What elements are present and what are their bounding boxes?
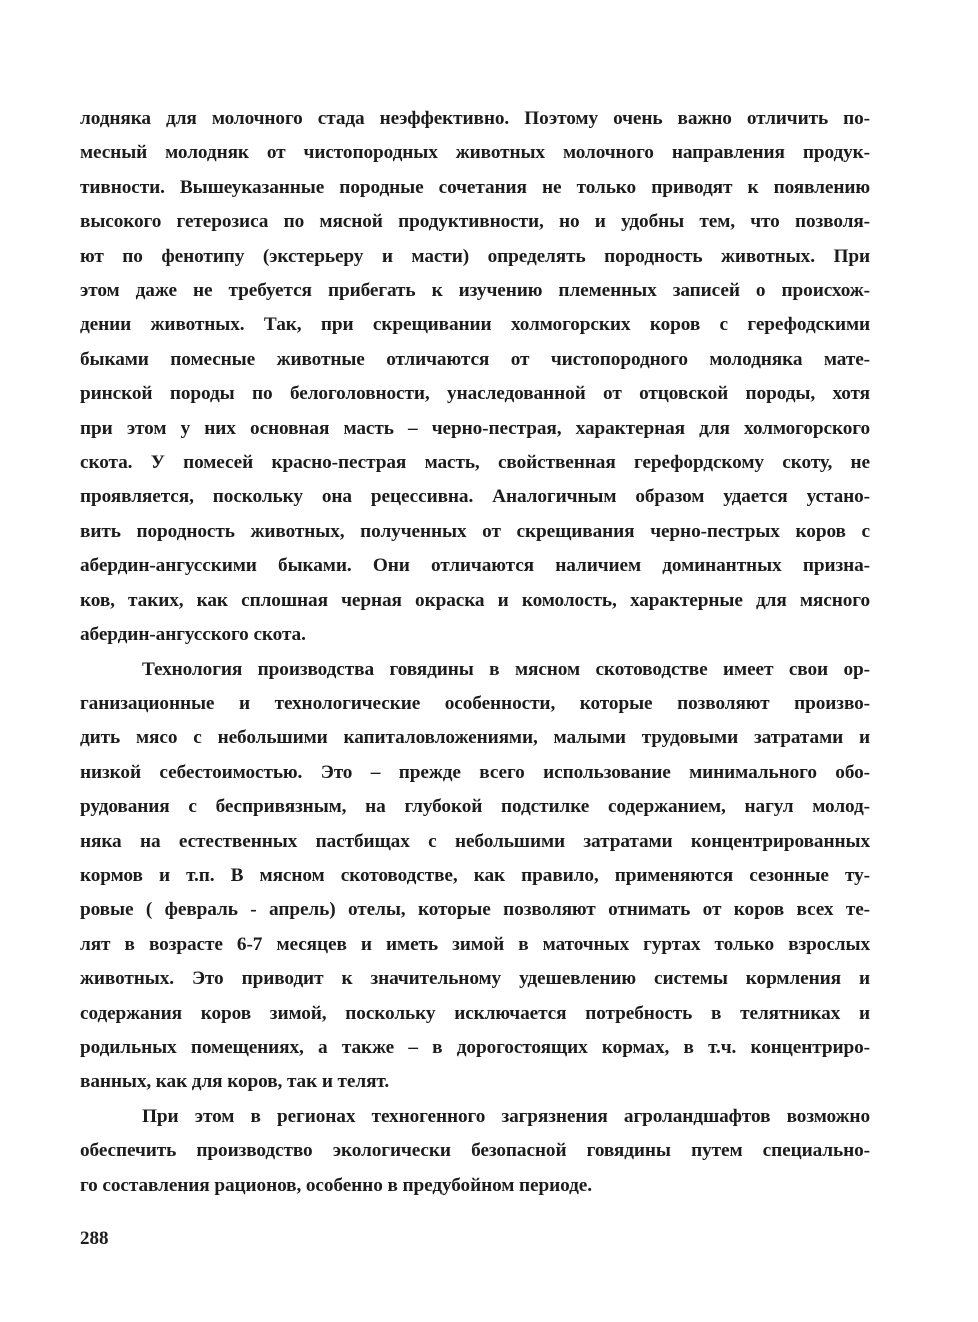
text-line: лодняка для молочного стада неэффективно. Поэтому очень важно отличить по- [80, 108, 870, 129]
text-line: обеспечить производство экологически безопасной говядины путем специально- [80, 1140, 870, 1162]
text-line: быками помесные животные отличаются от чистопородного молодняка мате- [80, 348, 870, 370]
text-line: дить мясо с небольшими капиталовложениями, малыми трудовыми затратами и [80, 727, 870, 749]
text-line: ют по фенотипу (экстерьеру и масти) определять породность животных. При [80, 245, 870, 267]
text-line: животных. Это приводит к значительному удешевлению системы кормления и [80, 968, 870, 990]
paragraph-2 [80, 653, 870, 1100]
text-line: ванных, как для коров, так и телят. [80, 1071, 390, 1093]
text-line: ганизационные и технологические особенности, которые позволяют произво- [80, 692, 870, 714]
paragraph-3 [80, 1100, 870, 1203]
paragraph-1 [80, 102, 870, 653]
text-line: месный молодняк от чистопородных животных молочного направления продук- [80, 142, 870, 164]
text-line: При этом в регионах техногенного загрязнения агроландшафтов возможно [142, 1105, 870, 1127]
text-line: абердин-ангусского скота. [80, 624, 306, 646]
text-line: содержания коров зимой, поскольку исключается потребность в телятниках и [80, 1002, 870, 1024]
text-line: лят в возрасте 6-7 месяцев и иметь зимой в маточных гуртах только взрослых [80, 933, 870, 955]
text-line: этом даже не требуется прибегать к изучению племенных записей о происхож- [80, 280, 870, 302]
text-line: кормов и т.п. В мясном скотоводстве, как правило, применяются сезонные ту- [80, 864, 870, 886]
text-line: Технология производства говядины в мясном скотоводстве имеет свои ор- [142, 658, 870, 680]
text-line: ков, таких, как сплошная черная окраска и комолость, характерные для мясного [80, 589, 870, 611]
text-line: скота. У помесей красно-пестрая масть, свойственная герефордскому скоту, не [80, 452, 870, 474]
page-number: 288 [80, 1228, 109, 1249]
body-text [80, 102, 870, 1203]
text-line: абердин-ангусскими быками. Они отличаются наличием доминантных призна- [80, 555, 870, 577]
text-line: низкой себестоимостью. Это – прежде всего использование минимального обо- [80, 761, 870, 783]
text-line: высокого гетерозиса по мясной продуктивности, но и удобны тем, что позволя- [80, 211, 870, 233]
text-line: проявляется, поскольку она рецессивна. Аналогичным образом удается устано- [80, 486, 870, 508]
text-line: родильных помещениях, а также – в дорогостоящих кормах, в т.ч. концентриро- [80, 1036, 870, 1058]
text-line: тивности. Вышеуказанные породные сочетания не только приводят к появлению [80, 176, 870, 198]
text-line: рудования с беспривязным, на глубокой подстилке содержанием, нагул молод- [80, 796, 870, 818]
text-line: няка на естественных пастбищах с небольшими затратами концентрированных [80, 830, 870, 852]
text-line: при этом у них основная масть – черно-пестрая, характерная для холмогорского [80, 417, 870, 439]
text-line: дении животных. Так, при скрещивании холмогорских коров с герефодскими [80, 314, 870, 336]
text-line: ринской породы по белоголовности, унаследованной от отцовской породы, хотя [80, 383, 870, 405]
text-line: го составления рационов, особенно в предубойном периоде. [80, 1174, 592, 1196]
text-line: вить породность животных, полученных от скрещивания черно-пестрых коров с [80, 520, 870, 542]
text-line: ровые ( февраль - апрель) отелы, которые позволяют отнимать от коров всех те- [80, 899, 870, 921]
